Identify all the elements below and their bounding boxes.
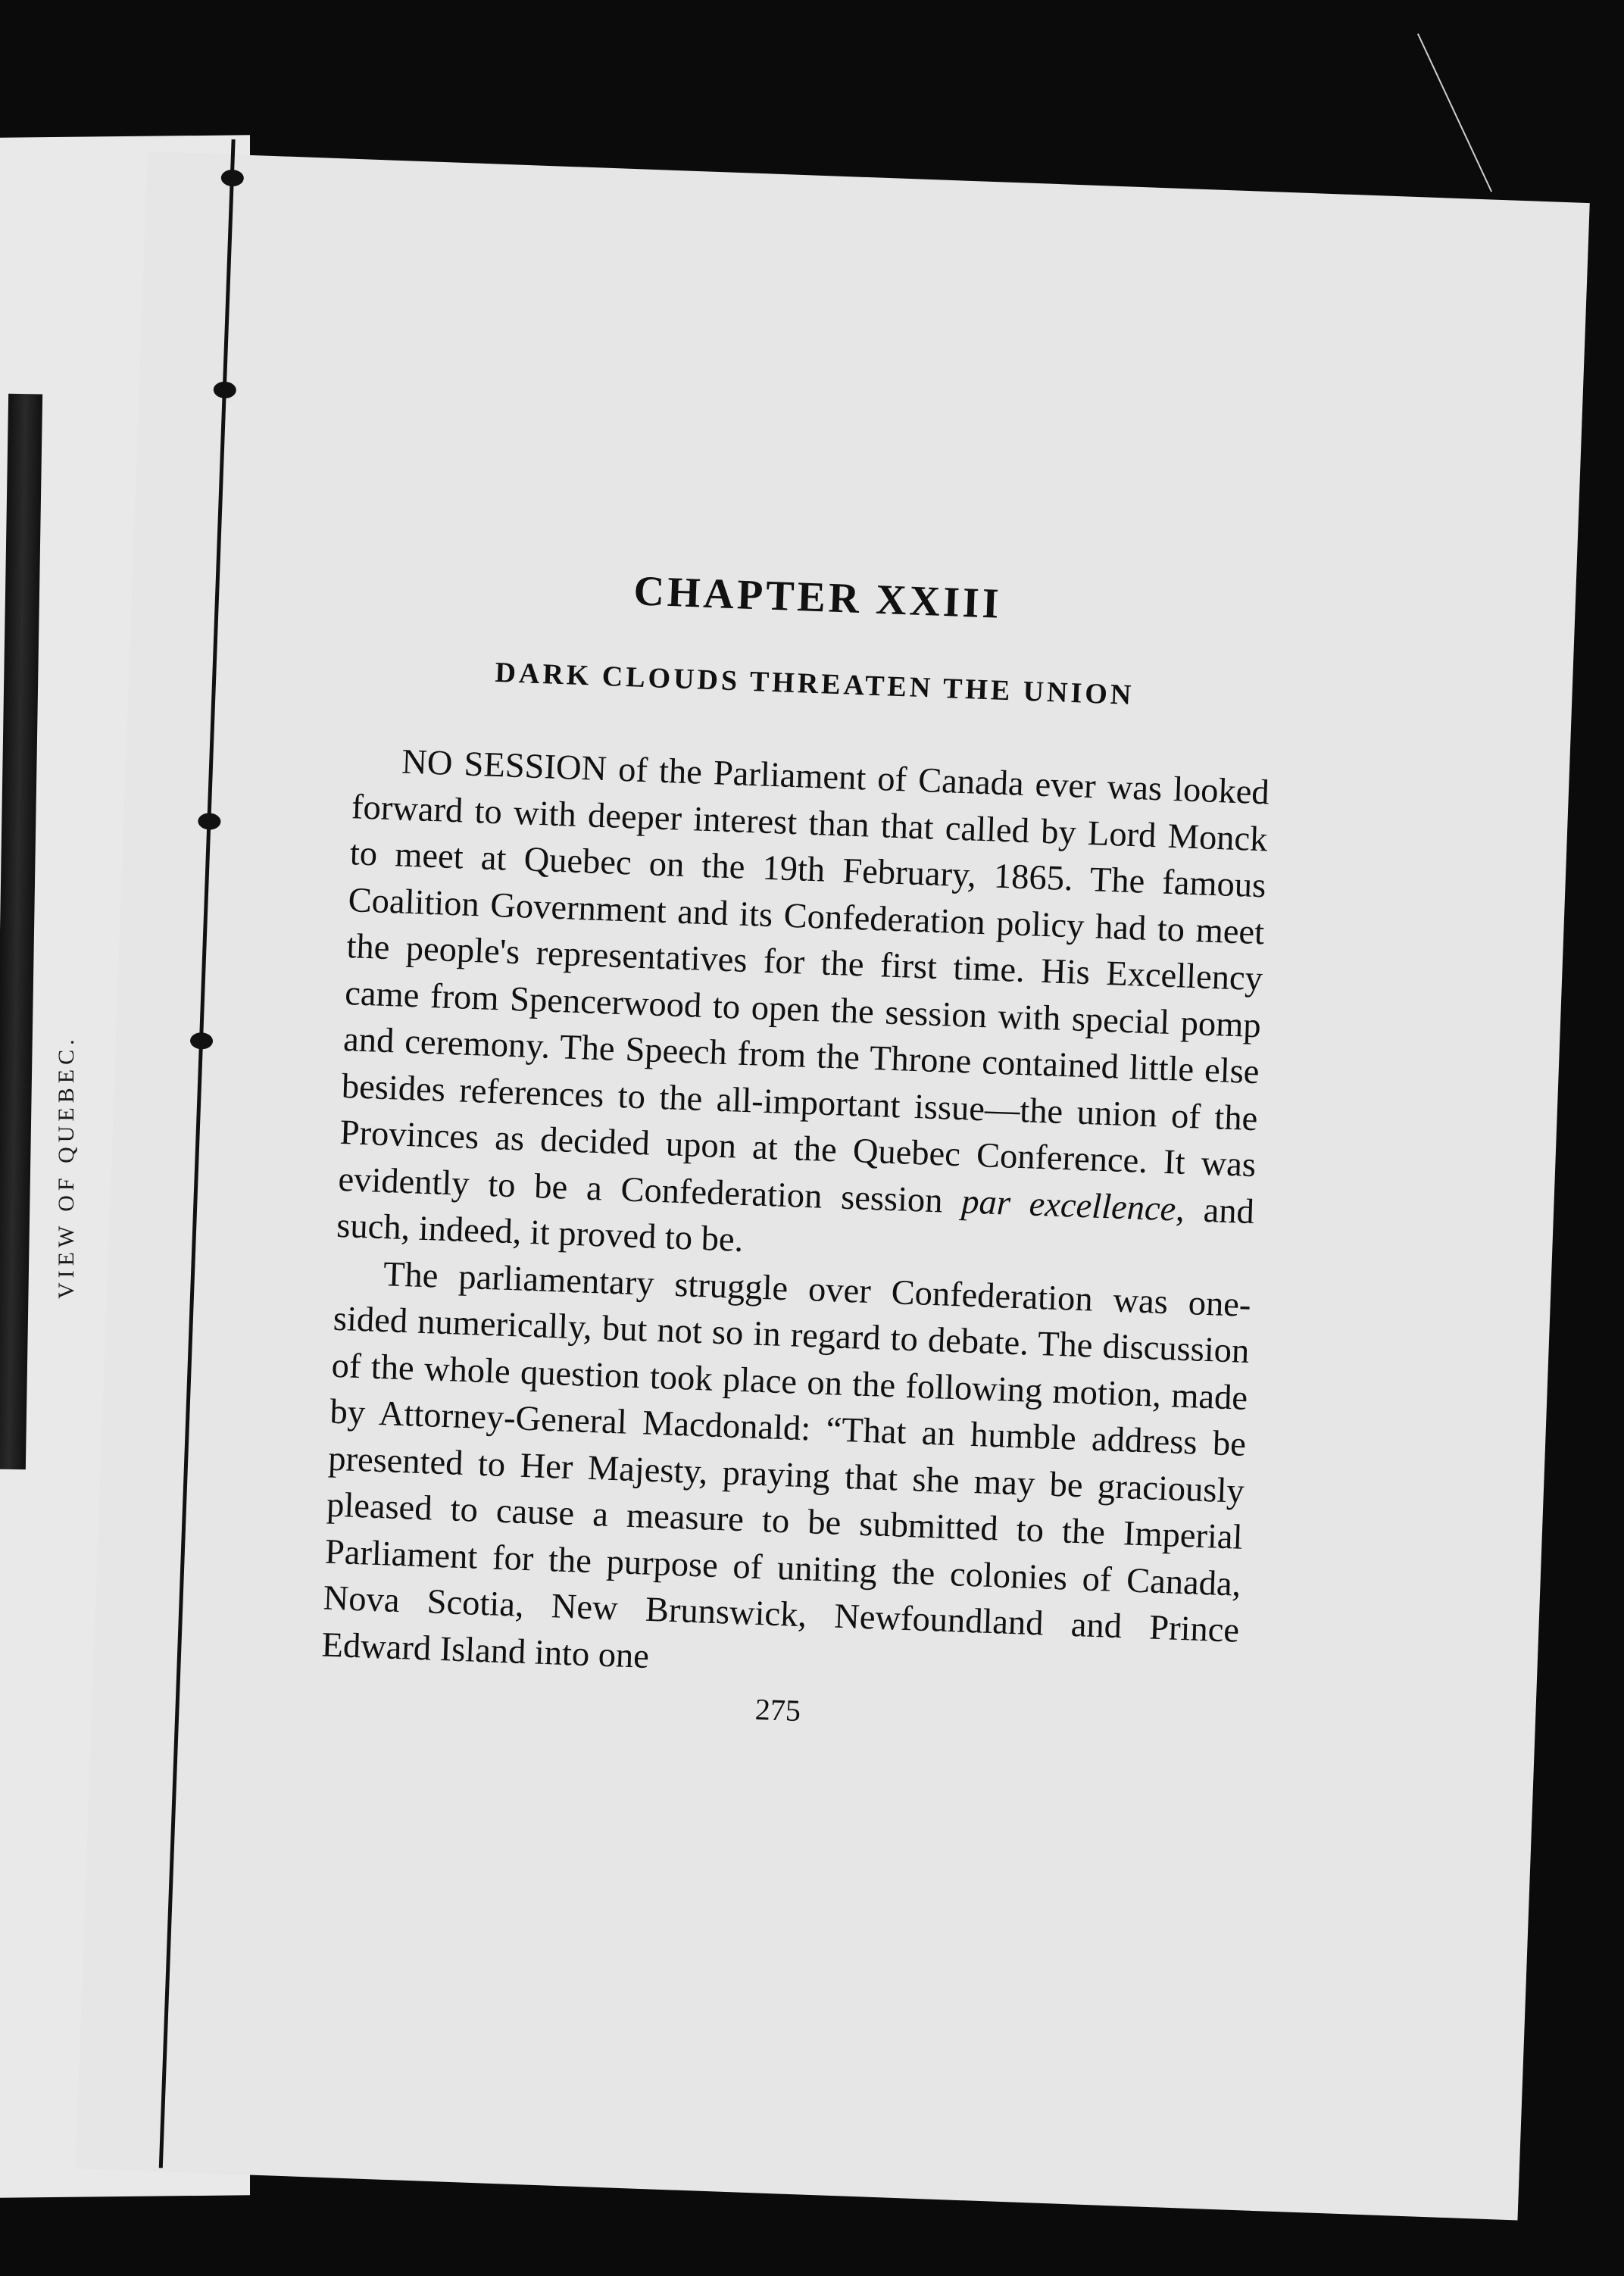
- spine-line: [159, 139, 236, 2168]
- page-number: 275: [754, 1692, 801, 1728]
- binding-stitch: [198, 813, 221, 830]
- paragraph-1-italic: par excellence: [960, 1182, 1177, 1229]
- page-text: [319, 557, 1276, 1744]
- paragraph-1-lead: NO SESSION: [401, 742, 608, 789]
- book-page: [76, 151, 1590, 2220]
- binding-stitch: [190, 1032, 214, 1050]
- binding-thread: [1417, 0, 1602, 192]
- chapter-title: CHAPTER XXIII: [632, 567, 1003, 628]
- plate-caption: VIEW OF QUEBEC.: [54, 1035, 79, 1299]
- chapter-subtitle: DARK CLOUDS THREATEN THE UNION: [494, 656, 1135, 712]
- paragraph-2: The parliamentary struggle over Confederation was one-sided numerically, but not so in regard to debate. The discussion of the whole question took place on the following motion, made by Attorney-General Macdonald: “That an humble address be presented to Her Majesty, praying that she may be graciously pleased to cause a measure to be submitted to the Imperial Parliament for the purpose of uniting the colonies of Canada, Nova Scotia, New Brunswick, Newfoundland and Prince Edward Island into one: [320, 1254, 1252, 1676]
- binding-stitch: [213, 381, 236, 398]
- paragraph-1: [336, 737, 1270, 1282]
- paragraph-1-body: of the Parliament of Canada ever was looked forward to with deeper interest than that called by Lord Monck to meet at Quebec on the 19th February, 1865. The famous Coalition Government and its Confederation policy had to meet the people's representatives for the first time. His Excellency came from Spencerwood to open the session with special pomp and ceremony. The Speech from the Throne contained little else besides references to the all-important issue—the union of the Provinces as decided upon at the Quebec Conference. It was evidently to be a Confederation session: [337, 750, 1270, 1221]
- paragraph-1-end: , and such, indeed, it proved to be.: [336, 1189, 1255, 1260]
- binding-stitch: [220, 169, 244, 186]
